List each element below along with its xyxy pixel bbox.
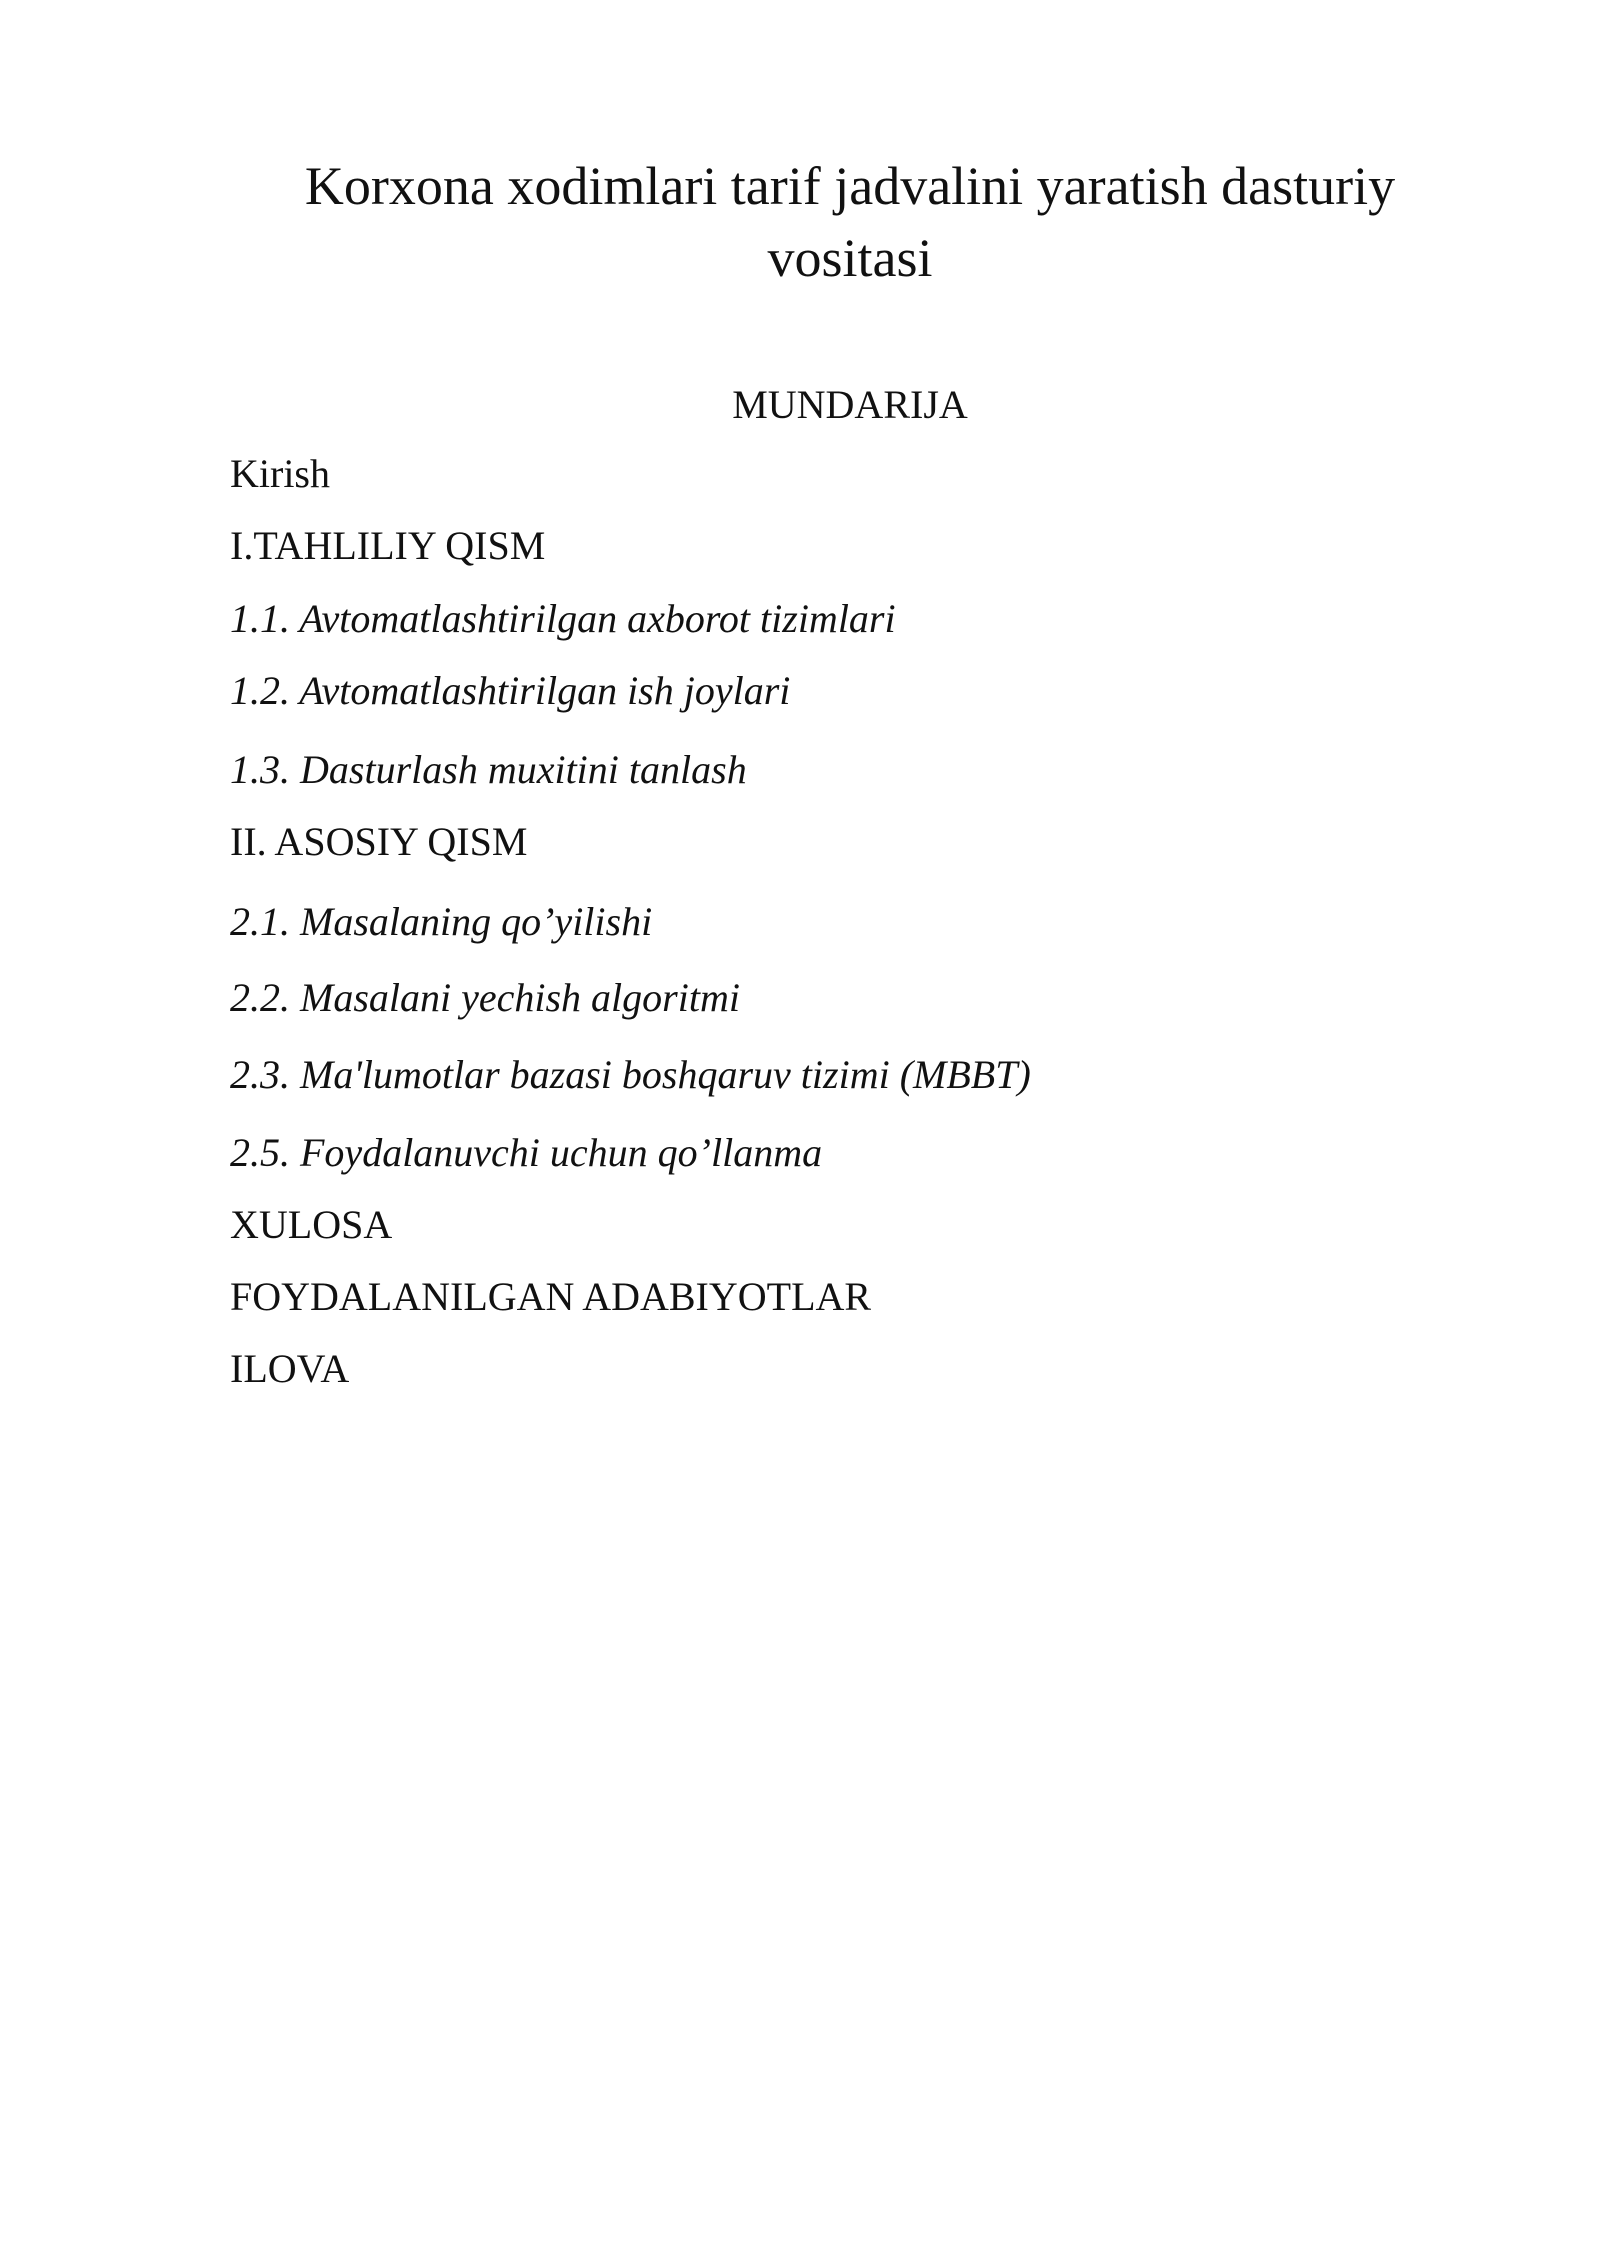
toc-item-tahliliy-qism: I.TAHLILIY QISM [230, 523, 546, 568]
toc-item-2-3: 2.3. Ma'lumotlar bazasi boshqaruv tizimi (MBBT) [230, 1052, 1031, 1097]
toc-item-asosiy-qism: II. ASOSIY QISM [230, 819, 528, 864]
toc-item-ilova: ILOVA [230, 1346, 350, 1391]
toc-item-adabiyotlar: FOYDALANILGAN ADABIYOTLAR [230, 1274, 872, 1319]
toc-item-2-1: 2.1. Masalaning qo’yilishi [230, 899, 653, 944]
toc-item-1-3: 1.3. Dasturlash muxitini tanlash [230, 747, 747, 792]
toc-heading: MUNDARIJA [732, 382, 968, 427]
toc-item-1-2: 1.2. Avtomatlashtirilgan ish joylari [230, 668, 791, 713]
toc-item-1-1: 1.1. Avtomatlashtirilgan axborot tizimlari [230, 596, 896, 641]
toc-item-xulosa: XULOSA [230, 1202, 393, 1247]
toc-item-2-5: 2.5. Foydalanuvchi uchun qo’llanma [230, 1130, 823, 1175]
toc-item-kirish: Kirish [230, 451, 330, 496]
toc-item-2-2: 2.2. Masalani yechish algoritmi [230, 975, 740, 1020]
document-title: Korxona xodimlari tarif jadvalini yaratish dasturiy vositasi [304, 156, 1396, 288]
